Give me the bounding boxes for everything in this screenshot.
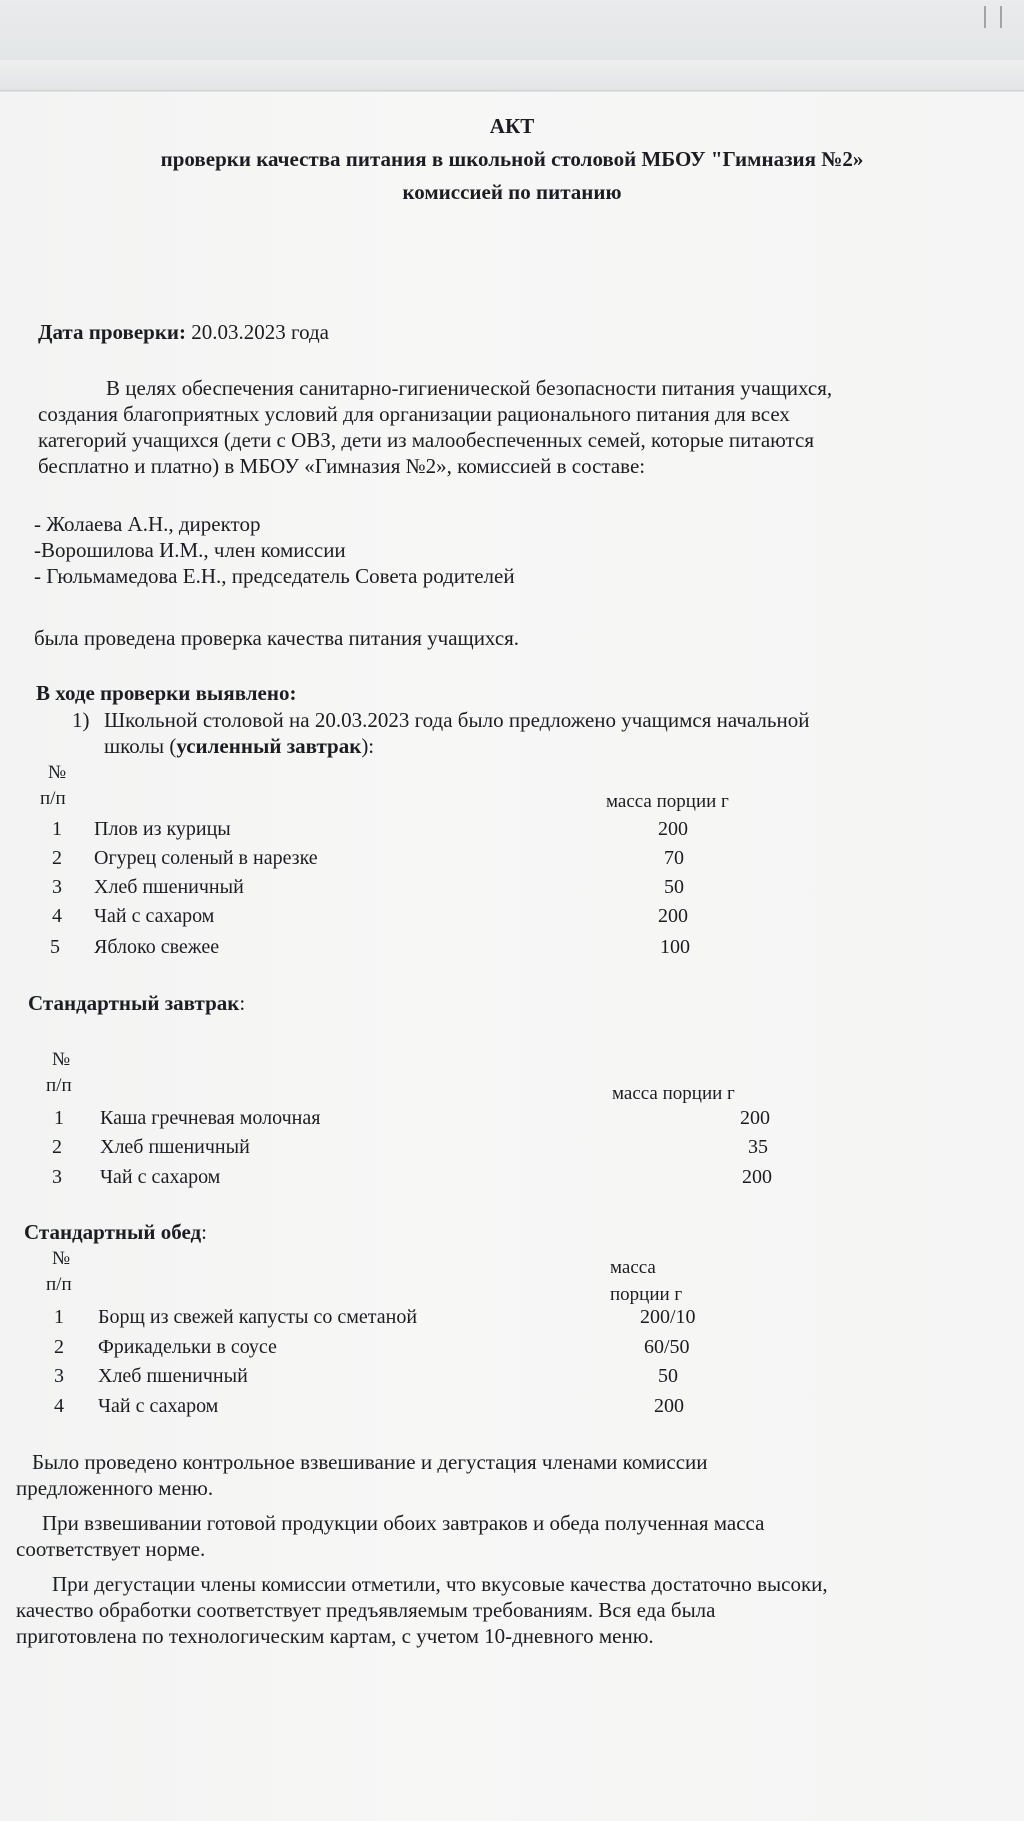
standard-lunch-heading: Стандартный обед: [24,1220,207,1244]
dish-mass: 60/50 [644,1336,690,1358]
commission-members [34,511,515,589]
document-title: АКТ [489,114,535,138]
dish-mass: 50 [664,876,684,898]
dish-name: Хлеб пшеничный [94,876,244,898]
num-header-2: п/п [40,788,66,809]
member-item: - Гюльмамедова Е.Н., председатель Совета родителей [34,564,515,588]
dish-mass: 200 [658,818,688,840]
conclusion-tasting [16,1571,1016,1649]
conclusion-line: качество обработки соответствует предъявляемым требованиям. Вся еда была [16,1598,716,1622]
document-subtitle: проверки качества питания в школьной столовой МБОУ "Гимназия №2» [160,147,864,171]
document-subtitle-2: комиссией по питанию [402,180,622,204]
conclusion-line: предложенного меню. [16,1476,214,1500]
finding-item-text [104,707,1004,759]
dish-name: Чай с сахаром [94,905,215,927]
mass-header: масса [610,1257,656,1278]
member-item: -Ворошилова И.М., член комиссии [34,538,346,562]
dish-name: Фрикадельки в соусе [98,1336,277,1358]
intro-line: создания благоприятных условий для организации рационального питания для всех [38,402,790,426]
num-header: № [52,1248,71,1269]
conclusion-line: приготовлена по технологическим картам, с учетом 10-дневного меню. [16,1624,654,1648]
sheet-edge [0,60,1024,91]
mass-header: масса порции г [606,791,729,812]
dish-mass: 200/10 [640,1306,696,1328]
dish-name: Каша гречневая молочная [100,1107,321,1129]
dish-name: Хлеб пшеничный [98,1365,248,1387]
date-label: Дата проверки: [38,320,187,344]
dish-name: Плов из курицы [94,818,231,840]
dish-mass: 50 [658,1365,678,1387]
dish-name: Чай с сахаром [100,1166,221,1188]
dish-name: Чай с сахаром [98,1395,219,1417]
dish-mass: 200 [742,1166,772,1188]
dish-mass: 100 [660,936,690,958]
mass-header-2: порции г [610,1284,683,1305]
num-header-2: п/п [46,1075,72,1096]
intro-paragraph [38,375,998,479]
dish-name: Хлеб пшеничный [100,1136,250,1158]
dish-name: Огурец соленый в нарезке [94,847,318,869]
mass-header: масса порции г [612,1083,735,1104]
num-header: № [52,1049,71,1070]
dish-mass: 200 [654,1395,684,1417]
num-header-2: п/п [46,1274,72,1295]
dish-name: Борщ из свежей капусты со сметаной [98,1306,418,1328]
check-statement: была проведена проверка качества питания учащихся. [34,626,520,650]
intro-line: В целях обеспечения санитарно-гигиенической безопасности питания учащихся, [106,376,833,400]
conclusion-line: При взвешивании готовой продукции обоих завтраков и обеда полученная масса [42,1511,765,1535]
finding-line: школы (усиленный завтрак): [104,734,375,758]
dish-mass: 35 [748,1136,768,1158]
conclusion-line: соответствует норме. [16,1537,206,1561]
findings-heading: В ходе проверки выявлено: [36,681,297,705]
inspection-date [38,319,329,345]
finding-item-number: 1) [72,708,90,732]
document-header [0,110,1024,209]
conclusion-mass [16,1510,1006,1562]
date-value: 20.03.2023 года [191,320,330,344]
member-item: - Жолаева А.Н., директор [34,512,261,536]
dish-mass: 200 [740,1107,770,1129]
dish-mass: 70 [664,847,684,869]
conclusion-line: При дегустации члены комиссии отметили, что вкусовые качества достаточно высоки, [52,1572,828,1596]
conclusion-weighing [16,1449,1006,1501]
paper-clip-icon [984,6,1002,28]
num-header: № [48,762,67,783]
dish-mass: 200 [658,905,688,927]
reinforced-breakfast-label: усиленный завтрак [176,734,362,758]
finding-line: Школьной столовой на 20.03.2023 года было предложено учащимся начальной [104,708,810,732]
standard-breakfast-heading: Стандартный завтрак: [28,991,246,1015]
dish-name: Яблоко свежее [94,936,220,958]
intro-line: категорий учащихся (дети с ОВЗ, дети из малообеспеченных семей, которые питаются [38,428,814,452]
conclusion-line: Было проведено контрольное взвешивание и дегустация членами комиссии [32,1450,708,1474]
intro-line: бесплатно и платно) в МБОУ «Гимназия №2», комиссией в составе: [38,454,646,478]
